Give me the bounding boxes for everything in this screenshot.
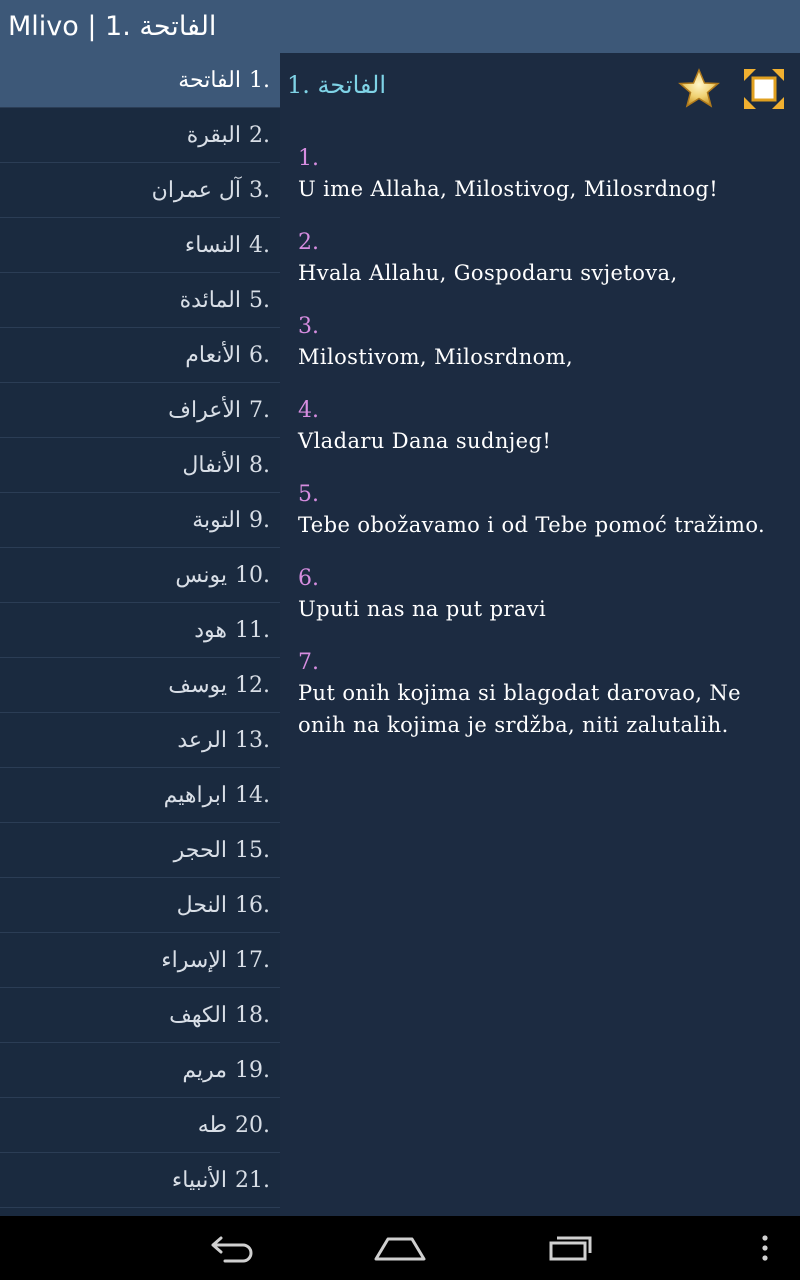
sidebar-item-surah-4[interactable] <box>0 218 280 273</box>
surah-number: 16. <box>235 892 270 918</box>
sidebar-item-surah-1[interactable] <box>0 53 280 108</box>
surah-number: 21. <box>235 1167 270 1193</box>
surah-number: 7. <box>249 397 270 423</box>
recents-icon <box>545 1233 595 1263</box>
surah-name: النحل <box>176 892 227 918</box>
surah-name: الحجر <box>173 837 227 863</box>
verse-list <box>298 145 778 765</box>
verse-text: Vladaru Dana sudnjeg! <box>298 429 552 453</box>
overflow-menu-icon <box>760 1233 770 1263</box>
surah-name: الكهف <box>169 1002 227 1028</box>
surah-number: 8. <box>249 452 270 478</box>
verse-number: 6. <box>298 566 319 591</box>
surah-number: 19. <box>235 1057 270 1083</box>
surah-number: 10. <box>235 562 270 588</box>
sidebar-item-surah-21[interactable] <box>0 1153 280 1208</box>
sidebar-item-surah-18[interactable] <box>0 988 280 1043</box>
verse-text: Hvala Allahu, Gospodaru svjetova, <box>298 261 678 285</box>
verse-number: 3. <box>298 314 319 339</box>
verse-text: Uputi nas na put pravi <box>298 597 547 621</box>
surah-name: ابراهيم <box>163 782 227 808</box>
sidebar-item-surah-5[interactable] <box>0 273 280 328</box>
surah-name: يونس <box>175 562 227 588</box>
surah-name: مريم <box>182 1057 227 1083</box>
surah-name: الأعراف <box>168 397 241 423</box>
surah-number: 2. <box>249 122 270 148</box>
sidebar-item-surah-6[interactable] <box>0 328 280 383</box>
recents-button[interactable] <box>540 1228 600 1268</box>
surah-number: 4. <box>249 232 270 258</box>
sidebar-item-surah-13[interactable] <box>0 713 280 768</box>
surah-name: الفاتحة <box>178 67 241 93</box>
verse <box>298 481 778 541</box>
verse-number: 2. <box>298 230 319 255</box>
surah-number: 18. <box>235 1002 270 1028</box>
sidebar-item-surah-15[interactable] <box>0 823 280 878</box>
sidebar-item-surah-9[interactable] <box>0 493 280 548</box>
app-title: Mlivo | 1. الفاتحة <box>8 11 217 42</box>
sidebar-item-surah-8[interactable] <box>0 438 280 493</box>
surah-name: الأنعام <box>185 342 241 368</box>
sidebar-item-surah-3[interactable] <box>0 163 280 218</box>
verse <box>298 649 778 741</box>
surah-number: 5. <box>249 287 270 313</box>
back-button[interactable] <box>200 1228 260 1268</box>
fullscreen-button[interactable] <box>742 67 786 111</box>
surah-list[interactable] <box>0 53 280 1216</box>
verse-text: Milostivom, Milosrdnom, <box>298 345 574 369</box>
surah-number: 20. <box>235 1112 270 1138</box>
surah-name: هود <box>194 617 227 643</box>
verse <box>298 565 778 625</box>
surah-number: 13. <box>235 727 270 753</box>
sidebar-item-surah-17[interactable] <box>0 933 280 988</box>
verse <box>298 397 778 457</box>
verse-number: 5. <box>298 482 319 507</box>
surah-number: 12. <box>235 672 270 698</box>
surah-number: 14. <box>235 782 270 808</box>
overflow-menu-button[interactable] <box>740 1228 790 1268</box>
content-header <box>280 53 800 125</box>
surah-title-name: الفاتحة <box>317 71 387 99</box>
back-icon <box>205 1233 255 1263</box>
verse <box>298 145 778 205</box>
surah-number: 1. <box>249 67 270 93</box>
sidebar-item-surah-14[interactable] <box>0 768 280 823</box>
verse-number: 1. <box>298 146 319 171</box>
surah-number: 9. <box>249 507 270 533</box>
sidebar-item-surah-16[interactable] <box>0 878 280 933</box>
surah-title-number: 1. <box>287 71 310 99</box>
surah-name: التوبة <box>192 507 241 533</box>
verse-text: Put onih kojima si blagodat darovao, Ne onih na kojima je srdžba, niti zalutalih. <box>298 681 741 737</box>
surah-number: 6. <box>249 342 270 368</box>
fullscreen-icon <box>742 67 786 111</box>
sidebar-item-surah-12[interactable] <box>0 658 280 713</box>
system-navigation-bar <box>0 1216 800 1280</box>
verse <box>298 313 778 373</box>
favorite-button[interactable] <box>677 67 721 111</box>
verse <box>298 229 778 289</box>
verse-number: 7. <box>298 650 319 675</box>
surah-name: المائدة <box>179 287 241 313</box>
content-pane <box>280 53 800 1216</box>
surah-number: 3. <box>249 177 270 203</box>
surah-number: 15. <box>235 837 270 863</box>
verse-text: U ime Allaha, Milostivog, Milosrdnog! <box>298 177 719 201</box>
surah-name: آل عمران <box>151 177 241 203</box>
surah-name: النساء <box>184 232 241 258</box>
surah-name: البقرة <box>186 122 241 148</box>
star-icon <box>677 67 721 111</box>
action-bar <box>0 0 800 53</box>
surah-title <box>287 71 386 99</box>
surah-name: الإسراء <box>161 947 227 973</box>
surah-name: يوسف <box>168 672 227 698</box>
sidebar-item-surah-20[interactable] <box>0 1098 280 1153</box>
home-icon <box>372 1233 428 1263</box>
surah-name: الأنبياء <box>171 1167 227 1193</box>
sidebar-item-surah-11[interactable] <box>0 603 280 658</box>
surah-name: طه <box>197 1112 227 1138</box>
verse-text: Tebe obožavamo i od Tebe pomoć tražimo. <box>298 513 766 537</box>
sidebar-item-surah-7[interactable] <box>0 383 280 438</box>
surah-number: 11. <box>235 617 270 643</box>
sidebar-item-surah-10[interactable] <box>0 548 280 603</box>
surah-name: الأنفال <box>182 452 241 478</box>
home-button[interactable] <box>370 1228 430 1268</box>
surah-name: الرعد <box>177 727 227 753</box>
sidebar-item-surah-2[interactable] <box>0 108 280 163</box>
sidebar-item-surah-19[interactable] <box>0 1043 280 1098</box>
verse-number: 4. <box>298 398 319 423</box>
surah-number: 17. <box>235 947 270 973</box>
